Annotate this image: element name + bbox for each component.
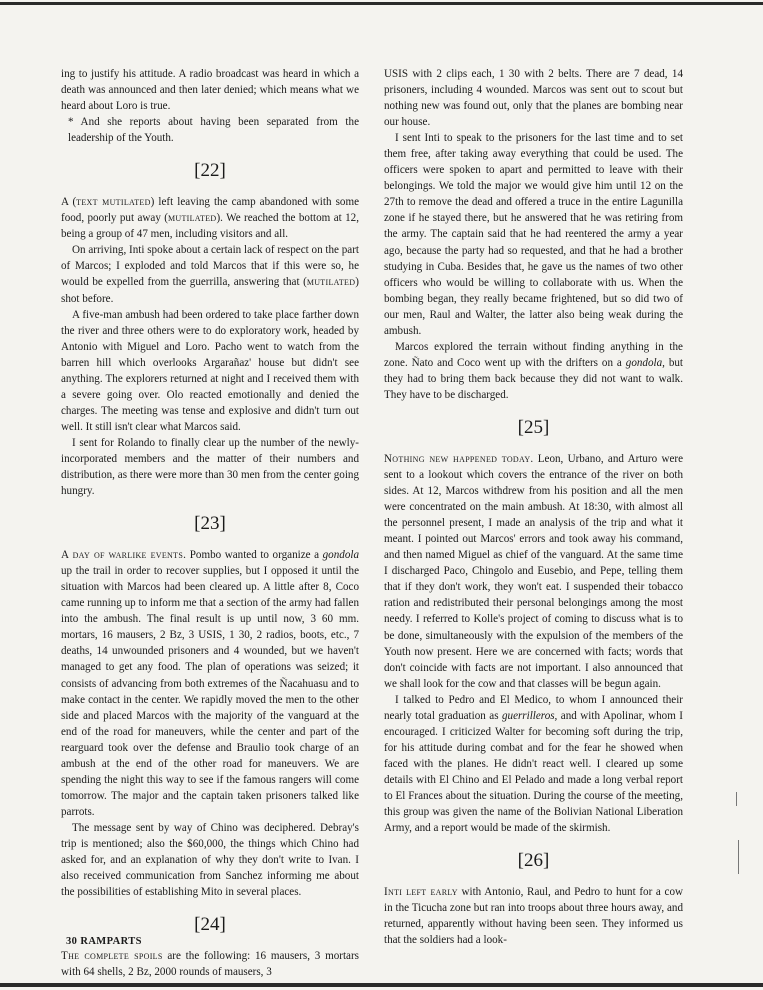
paragraph: I talked to Pedro and El Medico, to whom I announced their nearly total graduation as guerrilleros, and with Apolinar, whom I encouraged. I criticized Walter for becoming soft during the trip, for his attitude during combat and for the fear he showed when faced with the planes. He didn't react well. I cleared up some details with El Chino and El Pelado and made a long verbal report to El Frances about the situation. During the course of the meeting, this group was given the name of the Bolivian National Liberation Army, and a report would be made of the skirmish. <box>384 693 683 835</box>
margin-mark <box>736 792 737 806</box>
page-number: 30 <box>66 936 78 947</box>
top-rule <box>0 2 763 5</box>
paragraph: A day of warlike events. Pombo wanted to organize a gondola up the trail in order to recover supplies, but I opposed it until the situation with Marcos had been cleared up. A little after 8, Coco came running up to inform me that a section of the army had fallen into the ambush. The final result is up until now, 3 60 mm. mortars, 16 mausers, 2 Bz, 3 USIS, 1 30, 2 radios, boots, etc., 7 deaths, 14 unwounded prisoners and 4 wounded, but we haven't managed to get any food. The plan of operations was seized; it consists of advancing from both extremes of the Ñacahuasu and to make contact in the center. We rapidly moved the men to the other side and placed Marcos with the majority of the vanguard at the end of the road for maneuvers, while the center and part of the rearguard took over the defense and Braulio took charge of an ambush at the end of the other road for maneuvers. We are spending the night this way to see if the famous rangers will come tomorrow. The major and the captain taken prisoners talked like parrots. <box>61 549 359 818</box>
paragraph: I sent for Rolando to finally clear up the number of the newly-incorporated members and the matter of their numbers and distribution, as there were more than 30 men from the center going hungry. <box>61 436 359 498</box>
section-heading-25: [25] <box>517 416 550 438</box>
paragraph: ing to justify his attitude. A radio broadcast was heard in which a death was announced and then later denied; which means what we heard about Loro is true. <box>61 68 359 113</box>
paragraph: I sent Inti to speak to the prisoners for the last time and to set them free, after taking away everything that could be used. The officers were spoken to apart and permitted to leave with their belongings. We told the major we would give him until 12 on the 27th to remove the dead and offered a truce in the entire Lagunilla zone if he stayed there, but he answered that he was retiring from the army. The captain said that he had reentered the army a year ago, because the party had so requested, and that he had a brother studying in Cuba. Besides that, he gave us the names of two other officers who would be willing to collaborate with us. When the bombing began, they really became frightened, but so did two of our men, Raul and Walter, the latter also being weak during the ambush. <box>384 132 683 337</box>
left-column <box>61 66 359 980</box>
paragraph: The complete spoils are the following: 16 mausers, 3 mortars with 64 shells, 2 Bz, 2000 rounds of mausers, 3 <box>61 950 359 979</box>
paragraph: A (text mutilated) left leaving the camp abandoned with some food, poorly put away (mutilated). We reached the bottom at 12, being a group of 47 men, including visitors and all. <box>61 196 359 241</box>
section-heading-22: [22] <box>194 160 226 182</box>
paragraph: A five-man ambush had been ordered to take place farther down the river and three others were to do exploratory work, headed by Antonio with Miguel and Loro. Pacho went to watch from the barren hill which overlooks Argarañaz' house but didn't see anything. The explorers returned at night and I received them with a severe going over. Olo reacted emotionally and denied the charges. The meeting was tense and explosive and didn't turn out well. It still isn't clear what Marcos said. <box>61 308 359 433</box>
footnote-paragraph: * And she reports about having been separated from the leadership of the Youth. <box>68 116 359 145</box>
section-heading-23: [23] <box>194 513 226 535</box>
section-heading-26: [26] <box>517 850 550 872</box>
bottom-rule <box>0 983 763 987</box>
page-footer <box>66 936 142 947</box>
margin-mark <box>738 840 739 874</box>
paragraph: USIS with 2 clips each, 1 30 with 2 belts. There are 7 dead, 14 prisoners, including 4 wounded. Marcos was sent out to scout but nothing new was found out, only that the planes are bombing near our house. <box>384 68 683 129</box>
section-heading-24: [24] <box>194 914 226 936</box>
paragraph: Inti left early with Antonio, Raul, and Pedro to hunt for a cow in the Ticucha zone but ran into troops about three hours away, and returned, apparently without having been seen. They informed us that the soldiers had a look- <box>384 886 683 947</box>
paragraph: The message sent by way of Chino was deciphered. Debray's trip is mentioned; also the $60,000, the things which Chino had asked for, and an explanation of why they don't write to Ivan. I also received communication from Sanchez informing me about the possibilities of establishing Mito in several places. <box>61 821 359 899</box>
paragraph: Marcos explored the terrain without finding anything in the zone. Ñato and Coco went up with the drifters on a gondola, but they had to bring them back because they did not want to walk. They have to be discharged. <box>384 340 683 401</box>
right-column <box>384 66 683 948</box>
paragraph: Nothing new happened today. Leon, Urbano, and Arturo were sent to a lookout which covers the entrance of the river on both sides. At 12, Marcos withdrew from his position and all the men were concentrated on the main ambush. At 18:30, with almost all the personnel present, I made an analysis of the trip and what it meant. I pointed out Marcos' errors and took away his command, and then named Miguel as chief of the vanguard. At the same time I discharged Paco, Chingolo and Eusebio, and Pepe, telling them that if they don't work, they won't eat. I suspended their tobacco ration and redistributed their personal belongings among the most needy. I referred to Kolle's project of coming to discuss what is to be done, simultaneously with the expulsion of the members of the Youth now present. Here we are concerned with facts; words that don't coincide with facts are not important. I also announced that we shall look for the cow and that classes will be begun again. <box>384 452 683 690</box>
magazine-name: RAMPARTS <box>80 936 142 947</box>
paragraph: On arriving, Inti spoke about a certain lack of respect on the part of Marcos; I exploded and told Marcos that if this were so, he would be expelled from the guerrilla, answering that (mutilated) shot before. <box>61 244 359 305</box>
